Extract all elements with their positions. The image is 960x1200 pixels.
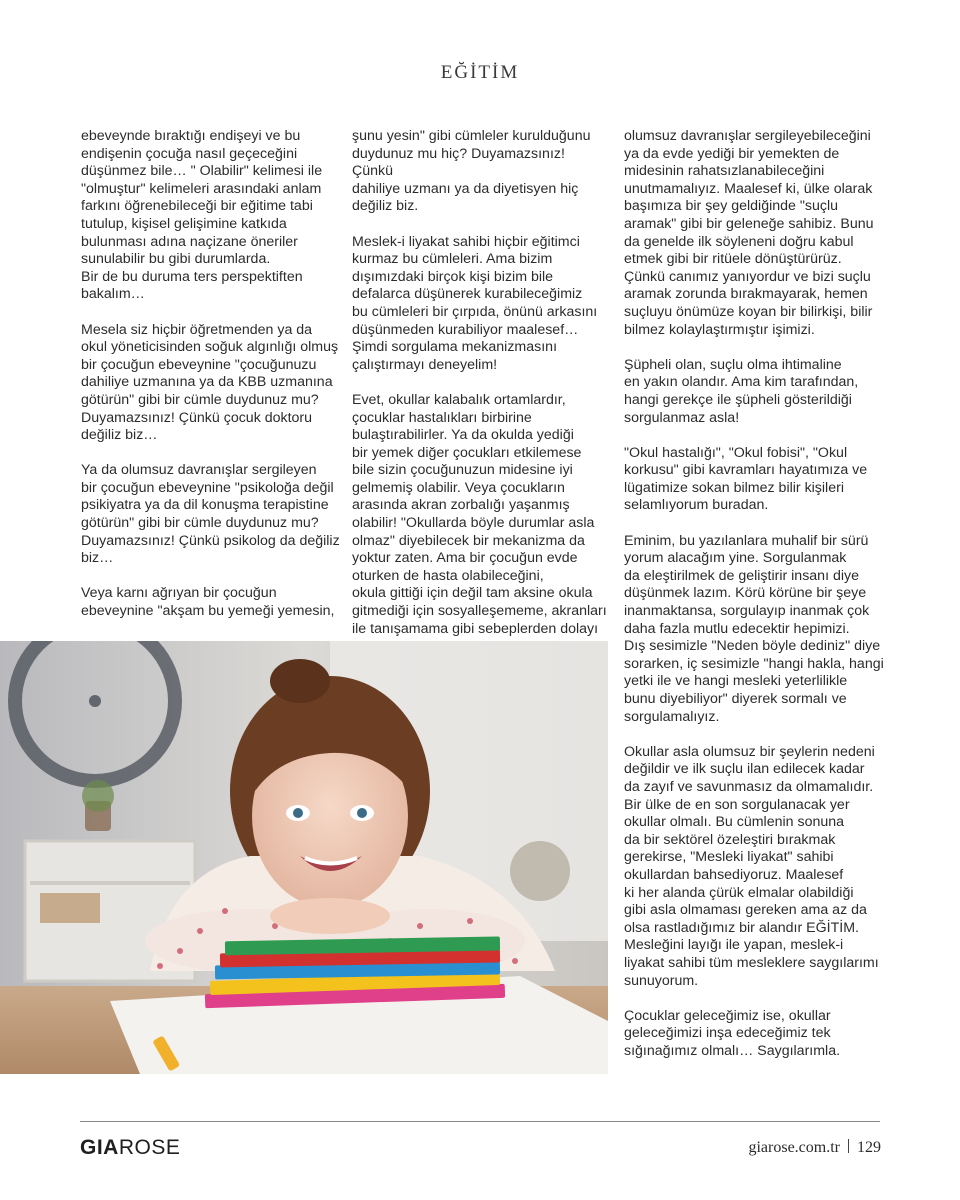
paragraph: Çocuklar geleceğimiz ise, okullar geleceğimizi inşa edeceğimiz tek sığınağımız olmalı… Saygılarımla. — [624, 1007, 841, 1059]
paragraph: Eminim, bu yazılanlara muhalif bir sürü yorum alacağım yine. Sorgulanmak da eleştirilmek de geliştirir insanı diye düşünmek lazım. Körü körüne bir şeye inanmaktansa, sorgulayıp inanmak çok daha fazla mutlu edecektir hepimizi. Dış sesimizle "Neden böyle dediniz" diye sorarken, iç sesimizle "hangi hakla, hangi yetki ile ve hangi mesleki yeterlilikle bunu diyebiliyor" diyerek sormalı ve sorgulamalıyız. — [624, 532, 884, 725]
page-number: 129 — [857, 1139, 881, 1156]
paragraph: Ya da olumsuz davranışlar sergileyen bir çocuğun ebeveynine "psikoloğa değil psikiyatra ya da dil konuşma terapistine götürün" gibi bir cümle duydunuz mu? Duyamazsınız! Çünkü psikolog da değiliz biz… — [81, 462, 340, 567]
paragraph: şunu yesin" gibi cümleler kurulduğunu duydunuz mu hiç? Duyamazsınız! Çünkü dahiliye uzmanı ya da diyetisyen hiç değiliz biz. — [352, 128, 591, 215]
paragraph: olumsuz davranışlar sergileyebileceğini ya da evde yediği bir yemekten de midesinin rahatsızlanabileceğini unutmamalıyız. Maalesef ki, ülke olarak başımıza bir şey geldiğinde "suçlu aramak" gibi bir geleneğe sahibiz. Bunu da genelde ilk söyleneni doğru kabul etmek gibi bir ritüele dönüştürürüz. Çünkü canımız yanıyordur ve bizi suçlu aramak zorunda bırakmayarak, hemen suçluyu önümüze koyan bir bilirkişi, bilir bilmez kolaylaştırmıştır işimizi. — [624, 128, 874, 338]
brand-logo — [80, 1136, 180, 1160]
paragraph: Evet, okullar kalabalık ortamlardır, çocuklar hastalıkları birbirine bulaştırabilirler. Ya da okulda yediği bir yemek diğer çocukları etkilemese bile sizin çocuğunuzun midesine iyi gelmemiş olabilir. Veya çocukların arasında akran zorbalığı yaşanmış olabilir! "Okullarda böyle durumlar asla olmaz" diyebilecek bir mekanizma da yoktur zaten. Ama bir çocuğun evde oturken de hasta olabileceğini, okula gittiği için değil tam aksine okula gitmediği için sosyalleşememe, akranları ile tanışamama gibi sebeplerden dolayı — [352, 391, 607, 637]
footer-meta — [748, 1139, 881, 1157]
paragraph: Mesela siz hiçbir öğretmenden ya da okul yöneticisinden soğuk algınlığı olmuş bir çocuğun ebeveynine "çocuğunuzu dahiliye uzmanına ya da KBB uzmanına götürün" gibi bir cümle duydunuz mu? Duyamazsınız! Çünkü çocuk doktoru değiliz biz… — [81, 321, 339, 444]
article-column-2 — [352, 128, 608, 656]
brand-logo-part1: GIA — [80, 1136, 119, 1159]
paragraph: Veya karnı ağrıyan bir çocuğun ebeveynine "akşam bu yemeği yemesin, — [81, 585, 335, 620]
footer-url: giarose.com.tr — [748, 1139, 840, 1156]
article-column-3 — [624, 128, 886, 1078]
brand-logo-part2: ROSE — [118, 1136, 181, 1159]
paragraph: Meslek-i liyakat sahibi hiçbir eğitimci kurmaz bu cümleleri. Ama bizim dışımızdaki birçok kişi bizim bile defalarca düşünerek kurabileceğimiz bu cümleleri bir çırpıda, önünü arkasını düşünmeden kurabiliyor maalesef… Şimdi sorgulama mekanizmasını çalıştırmayı deneyelim! — [352, 233, 598, 373]
article-photo — [0, 641, 608, 1074]
paragraph: Şüpheli olan, suçlu olma ihtimaline en yakın olandır. Ama kim tarafından, hangi gerekçe ile şüpheli gösterildiği sorgulanmaz asla! — [624, 356, 859, 426]
section-title: EĞİTİM — [440, 62, 520, 83]
article-column-1 — [81, 128, 343, 638]
paragraph: Okullar asla olumsuz bir şeylerin nedeni değildir ve ilk suçlu ilan edilecek kadar da zayıf ve savunmasız da olmamalıdır. Bir ülke de en son sorgulanacak yer okullar olmalı. Bu cümlenin sonuna da bir sektörel özeleştiri bırakmak gerekirse, "Mesleki liyakat" sahibi okullardan bahsediyoruz. Maalesef ki her alanda çürük elmalar olabildiği gibi asla olmaması gereken ama az da olsa rastladığımız bir alandır EĞİTİM. Mesleğini layığı ile yapan, meslek-i liyakat sahibi tüm mesleklere saygılarımı sunuyorum. — [624, 743, 879, 989]
footer-separator — [848, 1139, 849, 1153]
paragraph: "Okul hastalığı", "Okul fobisi", "Okul korkusu" gibi kavramları hayatımıza ve lügatimize sokan bilmez bilir kişileri selamlıyorum buradan. — [624, 444, 868, 514]
paragraph: ebeveynde bıraktığı endişeyi ve bu endişenin çocuğa nasıl geçeceğini düşünmez bile… " Olabilir" kelimesi ile "olmuştur" kelimeleri arasındaki anlam farkını öğrenebileceği bir eğitime tabi tutulup, kişisel gelişimine katkıda bulunması adına naçizane öneriler sunulabilir bu gibi durumlarda. Bir de bu duruma ters perspektiften bakalım… — [81, 128, 323, 303]
footer-divider — [80, 1121, 880, 1122]
